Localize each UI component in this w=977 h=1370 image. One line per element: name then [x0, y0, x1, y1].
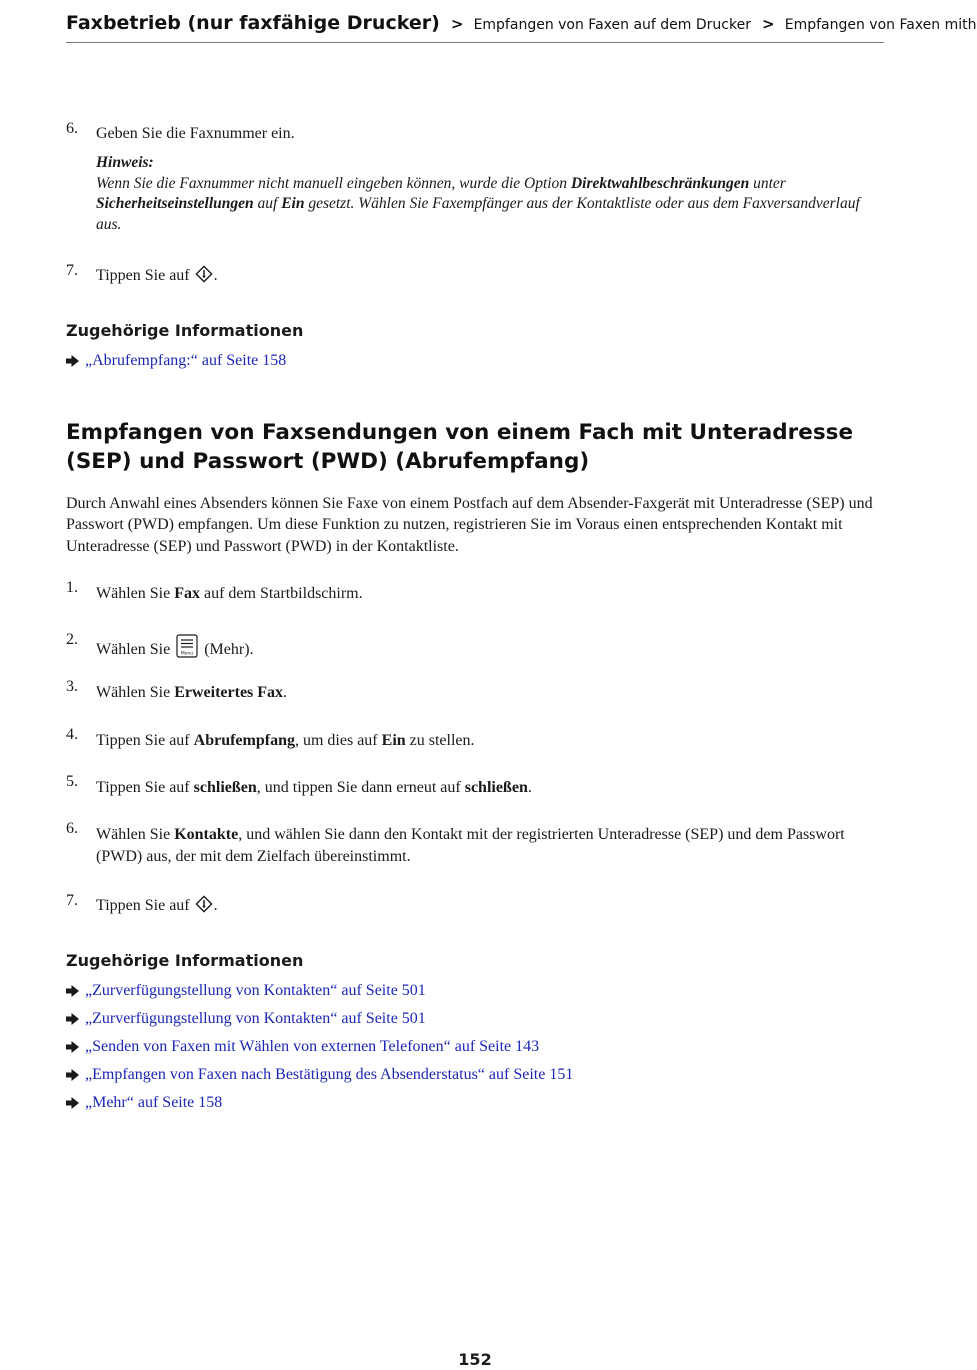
step-number: 5. [66, 773, 78, 790]
arrow-right-icon [66, 1097, 79, 1109]
page-number: 152 [458, 1350, 492, 1369]
arrow-right-icon [66, 985, 79, 997]
related-link[interactable] [66, 1010, 426, 1028]
arrow-right-icon [66, 1013, 79, 1025]
step-number: 2. [66, 631, 78, 648]
step-text: Wählen Sie Fax auf dem Startbildschirm. [96, 585, 363, 602]
step-number: 7. [66, 262, 78, 279]
step-text: Tippen Sie auf . [96, 897, 218, 914]
step-number: 1. [66, 579, 78, 596]
start-icon [195, 895, 213, 913]
menu-icon-label: Menu [181, 651, 194, 657]
related-link[interactable] [66, 1066, 573, 1084]
menu-icon [176, 634, 198, 658]
related-link[interactable] [66, 1094, 222, 1112]
step-text: Tippen Sie auf . [96, 267, 218, 284]
section-intro: Durch Anwahl eines Absenders können Sie Faxe von einem Postfach auf dem Absender-Faxgerät mit Unteradresse (SEP) und Passwort (PWD) empfangen. Um diese Funktion zu nutzen, registrieren Sie im Voraus einen entsprechenden Kontakt mit Unteradresse (SEP) und Passwort (PWD) in der Kontaktliste. [66, 495, 873, 555]
step-text: Geben Sie die Faxnummer ein. [96, 125, 295, 142]
step-number: 6. [66, 120, 78, 137]
step-text: Wählen Sie Menu (Mehr). [96, 634, 886, 660]
breadcrumb-separator: > [762, 15, 775, 33]
section-title: Empfangen von Faxsendungen von einem Fach mit Unteradresse (SEP) und Passwort (PWD) (Abrufempfang) [66, 420, 854, 474]
related-link[interactable] [66, 352, 286, 370]
related-link[interactable] [66, 1038, 539, 1056]
related-info-heading: Zugehörige Informationen [66, 321, 304, 340]
page-header [66, 12, 977, 43]
arrow-right-icon [66, 1041, 79, 1053]
breadcrumb-item[interactable]: Empfangen von Faxen auf dem Drucker [473, 17, 751, 33]
step-text: Wählen Sie Kontakte, und wählen Sie dann den Kontakt mit der registrierten Unteradresse (SEP) und dem Passwort (PWD) aus, der mit dem Zielfach übereinstimmt. [96, 826, 845, 865]
link-text[interactable]: „Mehr“ auf Seite 158 [85, 1094, 223, 1111]
step-number: 7. [66, 892, 78, 909]
step-number: 3. [66, 678, 78, 695]
arrow-right-icon [66, 1069, 79, 1081]
step-text: Wählen Sie Erweitertes Fax. [96, 684, 288, 701]
related-link[interactable] [66, 982, 426, 1000]
breadcrumb-item[interactable]: Empfangen von Faxen mith [784, 17, 977, 33]
step-number: 4. [66, 726, 78, 743]
step-number: 6. [66, 820, 78, 837]
link-text[interactable]: „Abrufempfang:“ auf Seite 158 [85, 352, 287, 369]
related-info-heading: Zugehörige Informationen [66, 951, 304, 970]
header-title: Faxbetrieb (nur faxfähige Drucker) [66, 12, 440, 34]
note-label: Hinweis: [96, 154, 154, 171]
link-text[interactable]: „Zurverfügungstellung von Kontakten“ auf Seite 501 [85, 1010, 426, 1027]
link-text[interactable]: „Zurverfügungstellung von Kontakten“ auf Seite 501 [85, 982, 426, 999]
note-text: Wenn Sie die Faxnummer nicht manuell eingeben können, wurde die Option Direktwahlbeschränkungen unter Sicherheitseinstellungen auf Ein gesetzt. Wählen Sie Faxempfänger aus der Kontaktliste oder aus dem Faxversandverlauf aus. [96, 174, 860, 233]
step-text: Tippen Sie auf schließen, und tippen Sie dann erneut auf schließen. [96, 779, 532, 796]
note-block [96, 153, 866, 235]
breadcrumb-separator: > [450, 15, 464, 33]
step-text: Tippen Sie auf Abrufempfang, um dies auf Ein zu stellen. [96, 732, 475, 749]
link-text[interactable]: „Senden von Faxen mit Wählen von externen Telefonen“ auf Seite 143 [85, 1038, 540, 1055]
start-icon [195, 265, 213, 283]
arrow-right-icon [66, 355, 79, 367]
link-text[interactable]: „Empfangen von Faxen nach Bestätigung des Absenderstatus“ auf Seite 151 [85, 1066, 574, 1083]
